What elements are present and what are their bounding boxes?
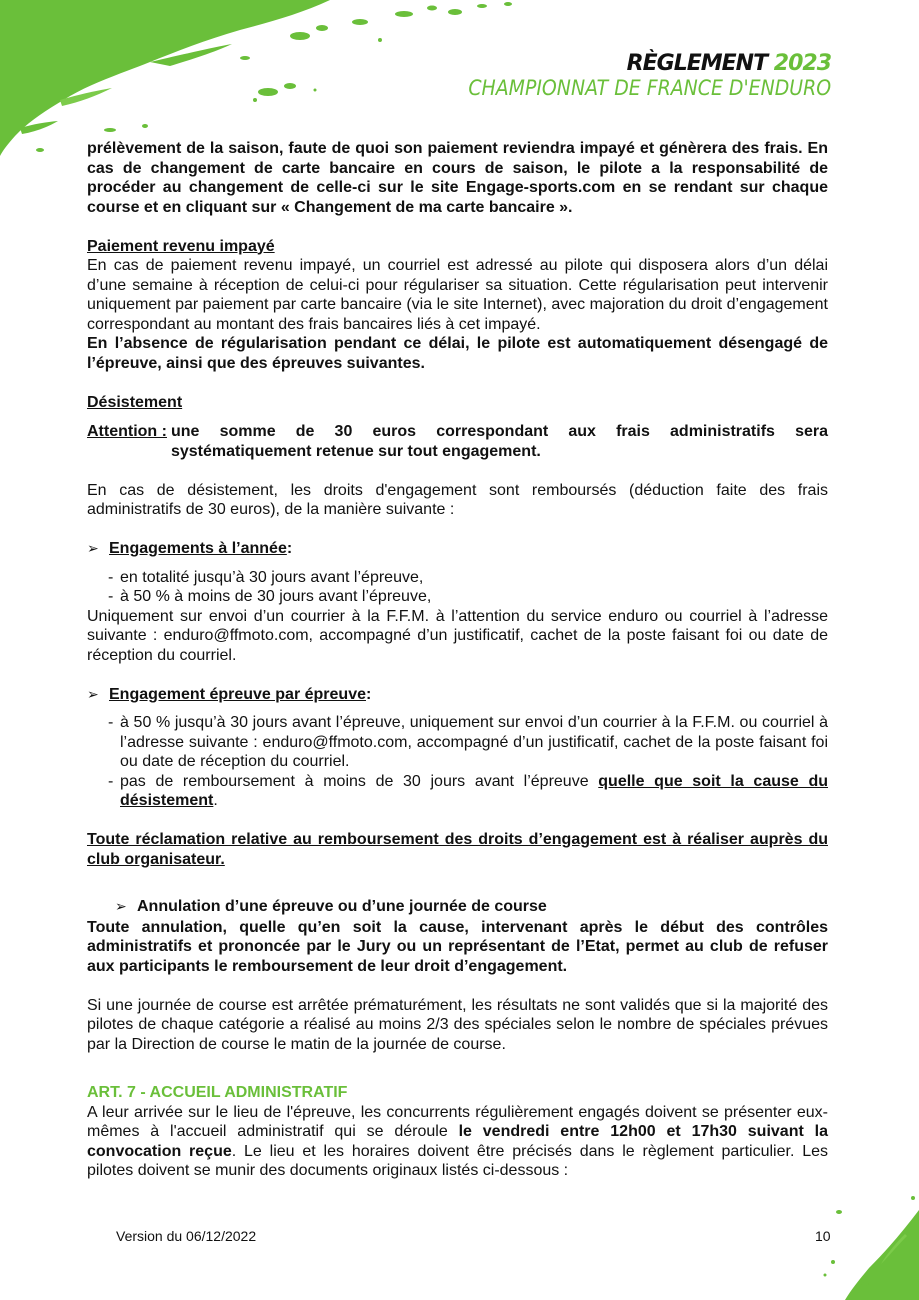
- journee-arretee-paragraph: Si une journée de course est arrêtée prématurément, les résultats ne sont validés que si la majorité des pilotes de chaque catégorie a réalisé au moins 2/3 des spéciales selon le nombre de spéciales prévues par la Direction de course le matin de la journée de course.: [87, 996, 828, 1053]
- engagements-annee-title: Engagements à l’année: [109, 540, 287, 557]
- green-brush-decoration-bottom: [769, 1190, 919, 1300]
- arrow-bullet-icon: ➢: [87, 686, 99, 703]
- arrow-bullet-icon: ➢: [87, 541, 99, 557]
- annulation-title: Annulation d’une épreuve ou d’une journée de course: [137, 898, 547, 915]
- intro-paragraph: prélèvement de la saison, faute de quoi son paiement reviendra impayé et génèrera des frais. En cas de changement de carte bancaire en cours de saison, le pilote a la responsabilité de procéder au changement de celle-ci sur le site Engage-sports.com en se rendant sur chaque course et en cliquant sur « Changement de ma carte bancaire ».: [87, 140, 828, 216]
- engagements-annee-heading: [87, 539, 828, 560]
- article-7-text-bold: le vendredi entre 12h00 et 17h30 suivant la convocation reçue: [87, 1123, 828, 1160]
- footer-version: Version du 06/12/2022: [116, 1228, 257, 1244]
- list-item-plain: pas de remboursement à moins de 30 jours avant l’épreuve: [120, 772, 599, 790]
- impaye-warning: En l’absence de régularisation pendant ce délai, le pilote est automatiquement désengagé de l’épreuve, ainsi que des épreuves suivantes.: [87, 335, 828, 372]
- list-item-emphasis: quelle que soit la cause du désistement: [120, 772, 829, 809]
- attention-label: Attention :: [87, 423, 167, 440]
- header-title-year: 2023: [773, 51, 831, 76]
- annulation-heading: [87, 897, 828, 918]
- engagement-epreuve-heading: [87, 685, 828, 706]
- article-7-text-c: . Le lieu et les horaires doivent être précisés dans le règlement particulier. Les pilotes doivent se munir des documents originaux listés ci-dessous :: [87, 1142, 829, 1179]
- arrow-bullet-icon: ➢: [115, 899, 127, 915]
- list-item: - en totalité jusqu’à 30 jours avant l’épreuve,: [87, 568, 828, 588]
- list-item: - pas de remboursement à moins de 30 jours avant l’épreuve quelle que soit la cause du désistement.: [108, 772, 829, 809]
- header-title-reglement: RÈGLEMENT: [626, 51, 768, 76]
- attention-text: une somme de 30 euros correspondant aux frais administratifs sera systématiquement retenue sur tout engagement.: [170, 423, 828, 460]
- page-number: 10: [815, 1228, 831, 1244]
- article-7-text-a: A leur arrivée sur le lieu de l'épreuve, les concurrents régulièrement engagés doivent se présenter eux-mêmes à l'accueil administratif qui se déroule: [87, 1103, 828, 1140]
- page-body: [87, 139, 828, 1181]
- document-header: [428, 52, 831, 100]
- impaye-paragraph: En cas de paiement revenu impayé, un courriel est adressé au pilote qui disposera alors d’un délai d’une semaine à réception de celui-ci pour régulariser sa situation. Cette régularisation peut intervenir uniquement par paiement par carte bancaire (via le site Internet), avec majoration du droit d’engagement correspondant au montant des frais bancaires liés à cet impayé.: [87, 257, 828, 333]
- attention-notice: [87, 422, 828, 461]
- list-item-end: .: [213, 792, 218, 809]
- reclamation-notice: Toute réclamation relative au remboursement des droits d’engagement est à réaliser auprès du club organisateur.: [87, 831, 828, 868]
- engagements-annee-colon: :: [286, 540, 293, 557]
- engagement-epreuve-colon: :: [365, 685, 372, 703]
- article-7-paragraph: [87, 1103, 828, 1181]
- engagements-annee-paragraph: Uniquement sur envoi d’un courrier à la F.F.M. à l’attention du service enduro ou courriel à l’adresse suivante : enduro@ffmoto.com, accompagné d’un justificatif, cachet de la poste faisant foi ou date de réception du courriel.: [87, 607, 828, 664]
- article-7-title: ART. 7 - ACCUEIL ADMINISTRATIF: [87, 1084, 348, 1101]
- list-item: - à 50 % à moins de 30 jours avant l’épreuve,: [87, 587, 828, 607]
- heading-desistement: Désistement: [87, 393, 183, 411]
- heading-paiement-impaye: Paiement revenu impayé: [87, 237, 275, 255]
- list-item-text: en totalité jusqu’à 30 jours avant l’épreuve,: [120, 568, 424, 586]
- list-item-text: à 50 % à moins de 30 jours avant l’épreuve,: [120, 588, 432, 605]
- list-item-text: à 50 % jusqu’à 30 jours avant l’épreuve, uniquement sur envoi d’un courrier à la F.F.M. ou courriel à l’adresse suivante : enduro@ffmoto.com, accompagné d’un justificatif, cachet de la poste faisant foi ou date de réception du courriel.: [120, 714, 828, 770]
- header-title: [428, 52, 831, 76]
- list-item: - à 50 % jusqu’à 30 jours avant l’épreuve, uniquement sur envoi d’un courrier à la F.F.M. ou courriel à l’adresse suivante : enduro@ffmoto.com, accompagné d’un justificatif, cachet de la poste faisant foi ou date de réception du courriel.: [108, 714, 828, 770]
- desistement-paragraph: En cas de désistement, les droits d'engagement sont remboursés (déduction faite des frais administratifs de 30 euros), de la manière suivante :: [87, 481, 828, 518]
- header-subtitle: CHAMPIONNAT DE FRANCE D'ENDURO: [468, 76, 831, 100]
- list-item-text: [120, 772, 828, 811]
- annulation-paragraph: Toute annulation, quelle qu’en soit la cause, intervenant après le début des contrôles administratifs et prononcée par le Jury ou un représentant de l’Etat, permet au club de refuser aux participants le remboursement de leur droit d’engagement.: [87, 918, 828, 975]
- engagement-epreuve-title: Engagement épreuve par épreuve: [109, 685, 366, 703]
